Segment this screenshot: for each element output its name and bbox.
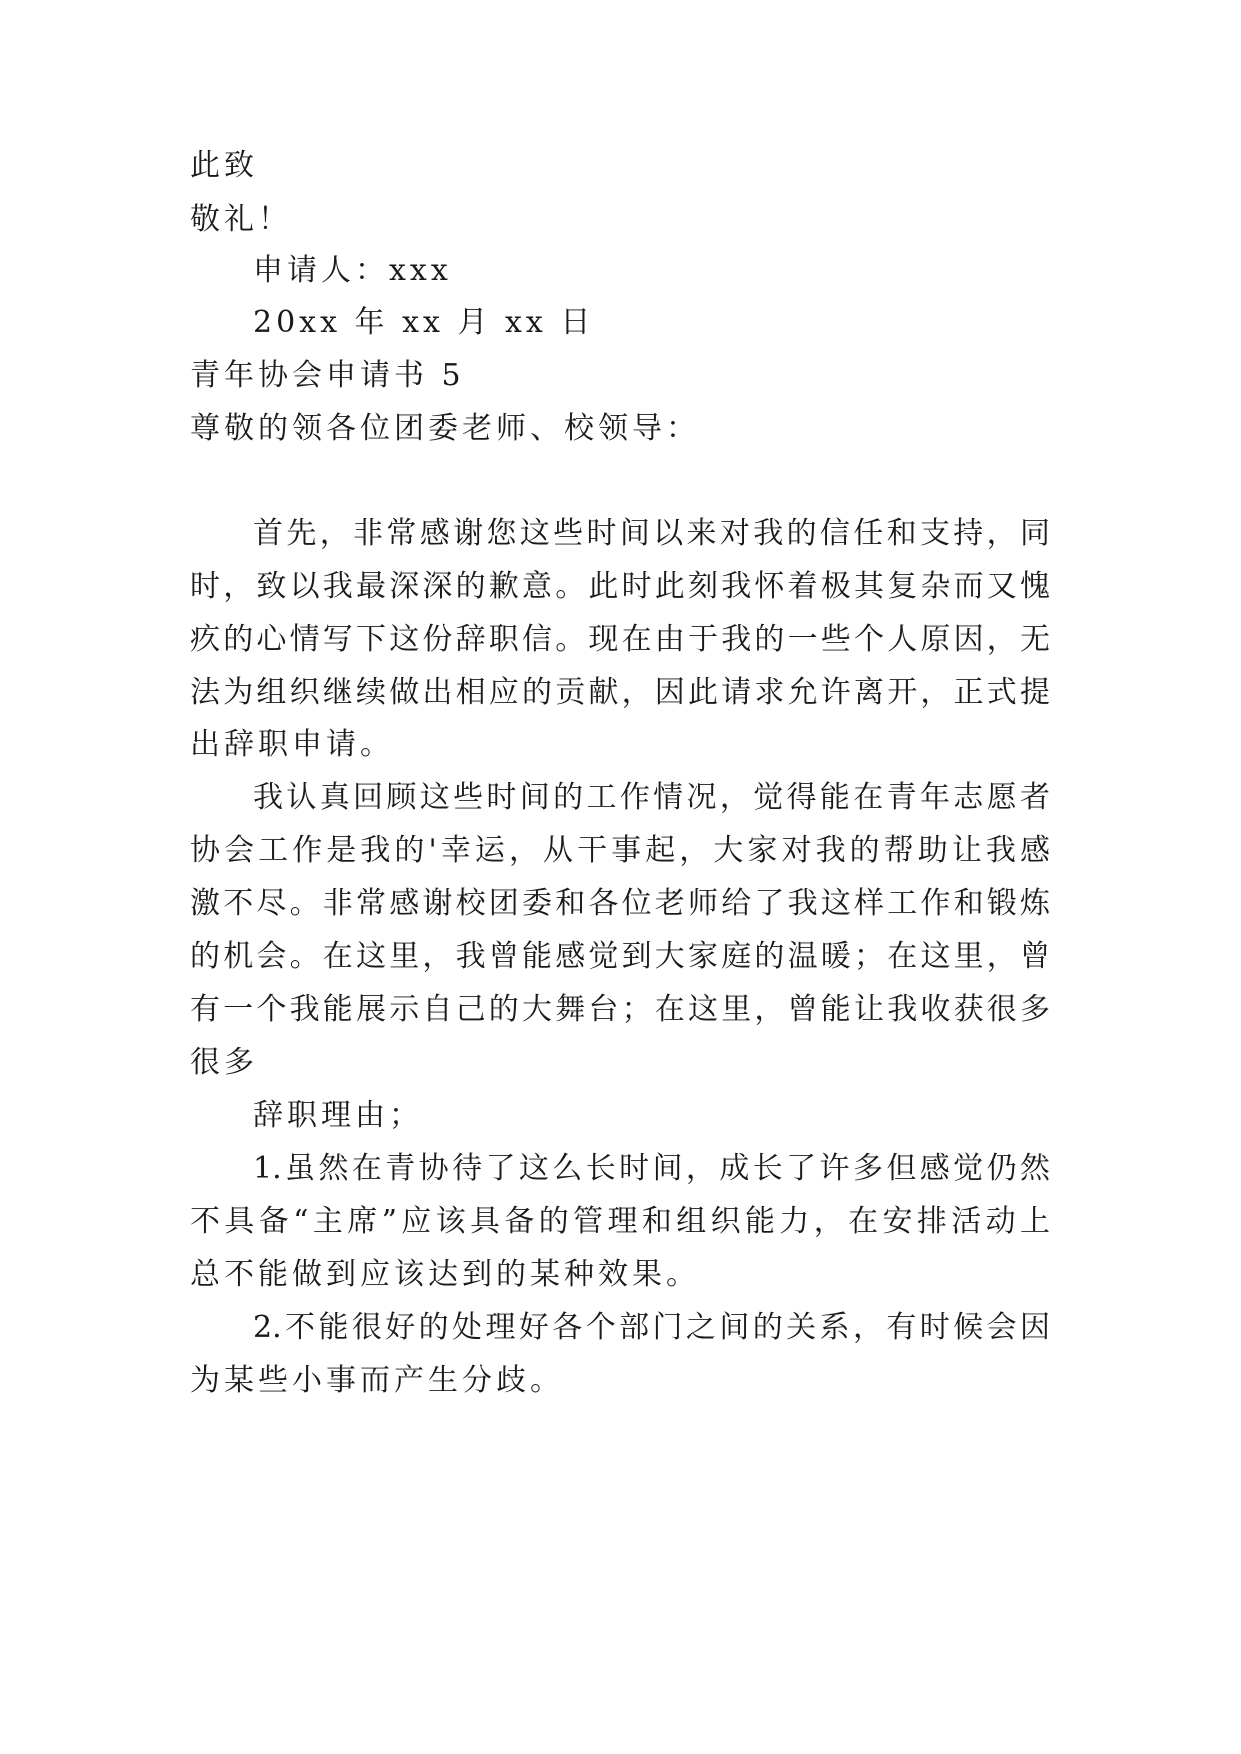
reason-2-line-2: 为某些小事而产生分歧。 — [190, 1363, 564, 1398]
paragraph-1-line-1: 首先，非常感谢您这些时间以来对我的信任和支持，同 — [253, 516, 1050, 551]
applicant-line: 申请人：xxx — [253, 253, 452, 288]
reason-1-line-1: 1.虽然在青协待了这么长时间，成长了许多但感觉仍然 — [253, 1151, 1050, 1186]
document-title: 青年协会申请书 5 — [190, 358, 465, 393]
paragraph-2-line-4: 的机会。在这里，我曾能感觉到大家庭的温暖；在这里，曾 — [190, 939, 1050, 974]
reasons-heading: 辞职理由； — [253, 1098, 423, 1133]
paragraph-2-line-6: 很多 — [190, 1045, 258, 1080]
salutation-line-2: 敬礼！ — [190, 202, 292, 237]
paragraph-1-line-4: 法为组织继续做出相应的贡献，因此请求允许离开，正式提 — [190, 675, 1050, 710]
paragraph-2-line-3: 激不尽。非常感谢校团委和各位老师给了我这样工作和锻炼 — [190, 886, 1050, 921]
addressee-line: 尊敬的领各位团委老师、校领导： — [190, 411, 700, 446]
paragraph-1-line-5: 出辞职申请。 — [190, 727, 394, 762]
reason-1-line-2: 不具备“主席”应该具备的管理和组织能力，在安排活动上 — [190, 1204, 1050, 1239]
salutation-line-1: 此致 — [190, 148, 258, 183]
date-line: 20xx 年 xx 月 xx 日 — [253, 305, 595, 340]
paragraph-1-line-3: 疚的心情写下这份辞职信。现在由于我的一些个人原因，无 — [190, 622, 1050, 657]
paragraph-1-line-2: 时，致以我最深深的歉意。此时此刻我怀着极其复杂而又愧 — [190, 569, 1050, 604]
paragraph-2-line-2: 协会工作是我的'幸运，从干事起，大家对我的帮助让我感 — [190, 833, 1050, 868]
reason-1-line-3: 总不能做到应该达到的某种效果。 — [190, 1257, 700, 1292]
paragraph-2-line-5: 有一个我能展示自己的大舞台；在这里，曾能让我收获很多 — [190, 992, 1050, 1027]
reason-2-line-1: 2.不能很好的处理好各个部门之间的关系，有时候会因 — [253, 1310, 1050, 1345]
paragraph-2-line-1: 我认真回顾这些时间的工作情况，觉得能在青年志愿者 — [253, 780, 1050, 815]
